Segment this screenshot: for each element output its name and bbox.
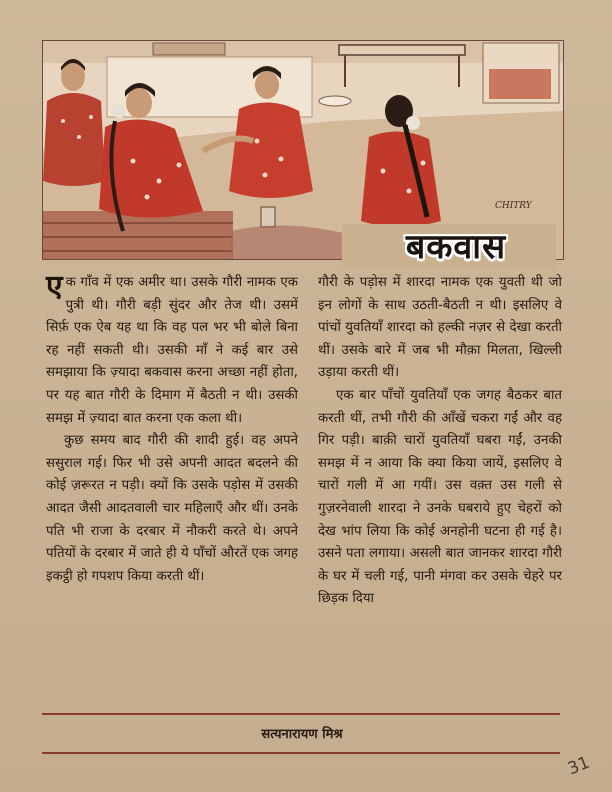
bottom-divider	[42, 752, 560, 754]
page-number: 31	[565, 752, 593, 780]
left-paragraph-1	[46, 269, 298, 430]
author-name: सत्यनारायण मिश्र	[261, 727, 343, 742]
left-paragraph-2: कुछ समय बाद गौरी की शादी हुई। वह अपने ससुराल गई। फिर भी उसे अपनी आदत बदलने की कोई ज़रूरत न पड़ी। क्यों कि उसके पड़ोस में उसकी आदत जैसी आदतवाली चार महिलाएँ और थीं। उनके पति भी राजा के दरबार में नौकरी करते थे। अपने पतियों के दरबार में जाते ही ये पाँचों औरतें एक जगह इकट्ठी हो गपशप किया करती थीं।	[46, 433, 298, 584]
drop-cap: ए	[46, 269, 63, 304]
top-divider	[42, 713, 560, 715]
left-paragraph-1-text: क गाँव में एक अमीर था। उसके गौरी नामक एक पुत्री थी। गौरी बड़ी सुंदर और तेज थी। उसमें सिर्फ़ एक ऐब यह था कि वह पल भर भी बोले बिना रह नहीं सकती थी। उसकी माँ ने कई बार उसे समझाया कि ज़्यादा बकवास करना अच्छा नहीं होता, पर यह बात गौरी के दिमाग में बैठती न थी। उसकी समझ में ज़्यादा बात करना एक कला थी।	[46, 275, 298, 426]
story-title: बकवास	[405, 227, 507, 267]
right-column	[318, 272, 562, 611]
right-paragraph-1: गौरी के पड़ोस में शारदा नामक एक युवती थी जो इन लोगों के साथ उठती-बैठती न थी। इसलिए वे पांचों युवतियाँ शारदा को हल्की नज़र से देखा करती थीं। उसके बारे में जब भी मौक़ा मिलता, खिल्ली उड़ाया करती थीं।	[318, 275, 562, 381]
right-paragraph-2: एक बार पाँचों युवतियाँ एक जगह बैठकर बात करती थीं, तभी गौरी की आँखें चकरा गईं और वह गिर पड़ी। बाक़ी चारों युवतियाँ घबरा गईं, उनकी समझ में न आया कि क्या किया जायें, इसलिए वे चारों गली में आ गयीं। उस वक़्त उस गली से गुज़रनेवाली शारदा ने उनके घबराये हुए चेहरों को देख भांप लिया कि कोई अनहोनी घटना ही गई है। उसने पता लगाया। असली बात जानकर शारदा गौरी के घर में चली गई, पानी मंगवा कर उसके चेहरे पर छिड़क दिया	[318, 387, 562, 607]
left-column	[46, 269, 298, 588]
illustrator-signature: CHITRY	[495, 201, 532, 211]
